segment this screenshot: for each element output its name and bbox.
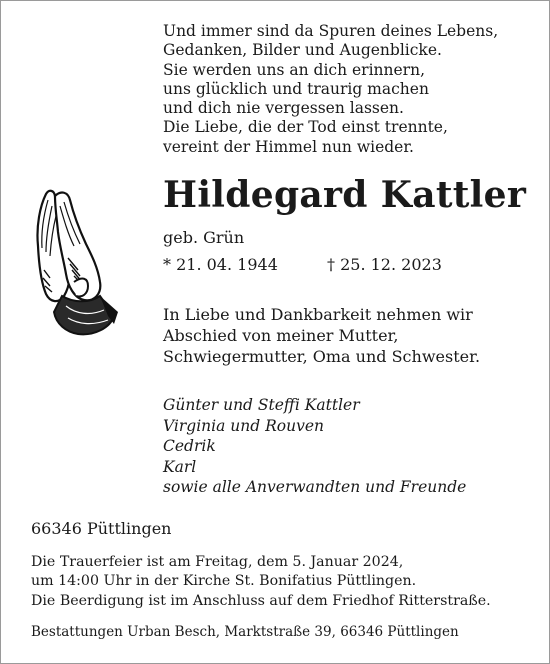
mourner: Virginia und Rouven	[163, 416, 324, 435]
message-line: Abschied von meiner Mutter,	[163, 326, 399, 345]
poem-line: uns glücklich und traurig machen	[163, 79, 429, 98]
mourner: Karl	[163, 457, 197, 476]
poem-line: Und immer sind da Spuren deines Lebens,	[163, 22, 499, 40]
mourner: Günter und Steffi Kattler	[163, 396, 360, 414]
farewell-message	[163, 304, 480, 367]
mourner: sowie alle Anverwandten und Freunde	[163, 478, 467, 496]
poem-line: Sie werden uns an dich erinnern,	[163, 60, 425, 79]
mourner: Cedrik	[163, 437, 216, 455]
maiden-name: geb. Grün	[163, 228, 245, 247]
mourners-list	[163, 395, 466, 498]
message-line: In Liebe und Dankbarkeit nehmen wir	[163, 305, 473, 324]
death-date: † 25. 12. 2023	[327, 255, 442, 274]
poem-line: Gedanken, Bilder und Augenblicke.	[163, 41, 442, 60]
service-info	[31, 553, 491, 611]
service-line: um 14:00 Uhr in der Kirche St. Bonifatius Püttlingen.	[31, 573, 417, 590]
service-line: Die Trauerfeier ist am Freitag, dem 5. Januar 2024,	[31, 554, 404, 570]
place: 66346 Püttlingen	[31, 519, 172, 538]
poem-line: und dich nie vergessen lassen.	[163, 99, 404, 118]
poem	[163, 22, 498, 157]
praying-hands-icon	[28, 186, 124, 342]
undertaker-info: Bestattungen Urban Besch, Marktstraße 39, 66346 Püttlingen	[31, 624, 459, 640]
message-line: Schwiegermutter, Oma und Schwester.	[163, 347, 481, 366]
birth-date: * 21. 04. 1944	[163, 255, 278, 274]
poem-line: Die Liebe, die der Tod einst trennte,	[163, 118, 448, 137]
service-line: Die Beerdigung ist im Anschluss auf dem Friedhof Ritterstraße.	[31, 592, 491, 609]
poem-line: vereint der Himmel nun wieder.	[163, 137, 414, 156]
deceased-name: Hildegard Kattler	[163, 174, 527, 216]
